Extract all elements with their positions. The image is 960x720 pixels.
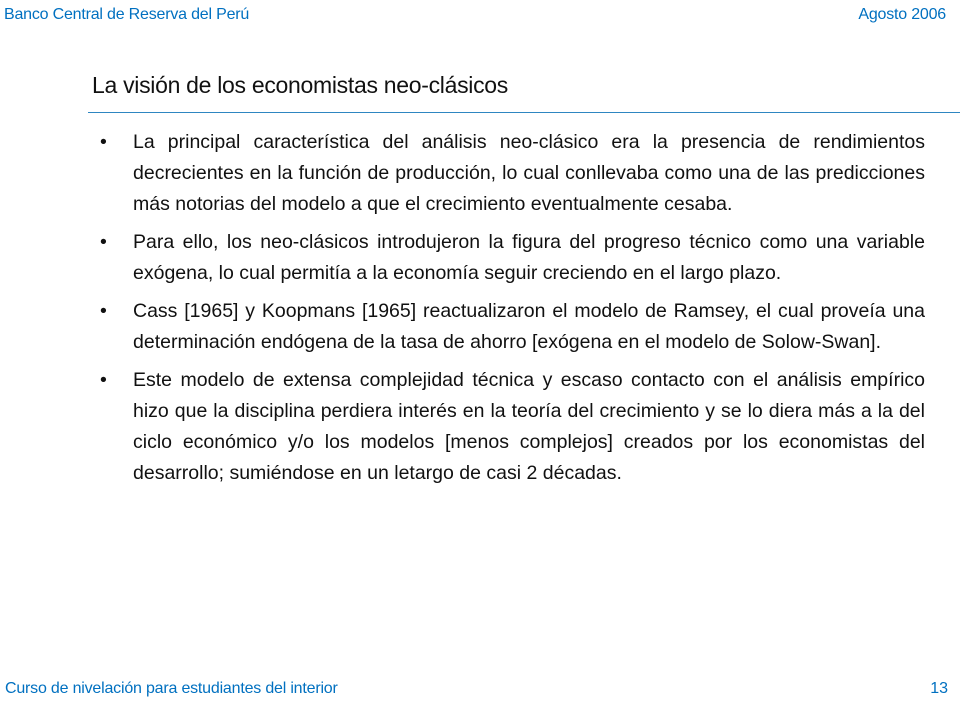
bullet-icon: •	[100, 300, 107, 322]
bullet-icon: •	[100, 369, 107, 391]
bullet-text: Para ello, los neo-clásicos introdujeron la figura del progreso técnico como una variable exógena, lo cual permitía a la economía seguir creciendo en el largo plazo.	[133, 231, 925, 284]
bullet-text: Cass [1965] y Koopmans [1965] reactualizaron el modelo de Ramsey, el cual proveía una determinación endógena de la tasa de ahorro [exógena en el modelo de Solow-Swan].	[133, 300, 925, 353]
footer-course: Curso de nivelación para estudiantes del interior	[5, 680, 338, 697]
bullet-item	[100, 227, 925, 289]
bullet-text: La principal característica del análisis neo-clásico era la presencia de rendimientos decrecientes en la función de producción, lo cual conllevaba como una de las predicciones más notorias del modelo a que el crecimiento eventualmente cesaba.	[133, 131, 925, 215]
bullet-item	[100, 296, 925, 358]
bullet-text: Este modelo de extensa complejidad técnica y escaso contacto con el análisis empírico hizo que la disciplina perdiera interés en la teoría del crecimiento y se lo diera más a la del ciclo económico y/o los modelos [menos complejos] creados por los economistas del desarrollo; sumiéndose en un letargo de casi 2 décadas.	[133, 369, 925, 484]
bullet-icon: •	[100, 131, 107, 153]
header-date: Agosto 2006	[858, 6, 946, 23]
header-institution: Banco Central de Reserva del Perú	[4, 6, 250, 23]
bullet-item	[100, 127, 925, 220]
bullet-list	[100, 127, 925, 496]
bullet-icon: •	[100, 231, 107, 253]
page-number: 13	[930, 680, 948, 697]
title-divider	[88, 112, 960, 113]
bullet-item	[100, 365, 925, 489]
slide-title: La visión de los economistas neo-clásicos	[92, 72, 508, 98]
